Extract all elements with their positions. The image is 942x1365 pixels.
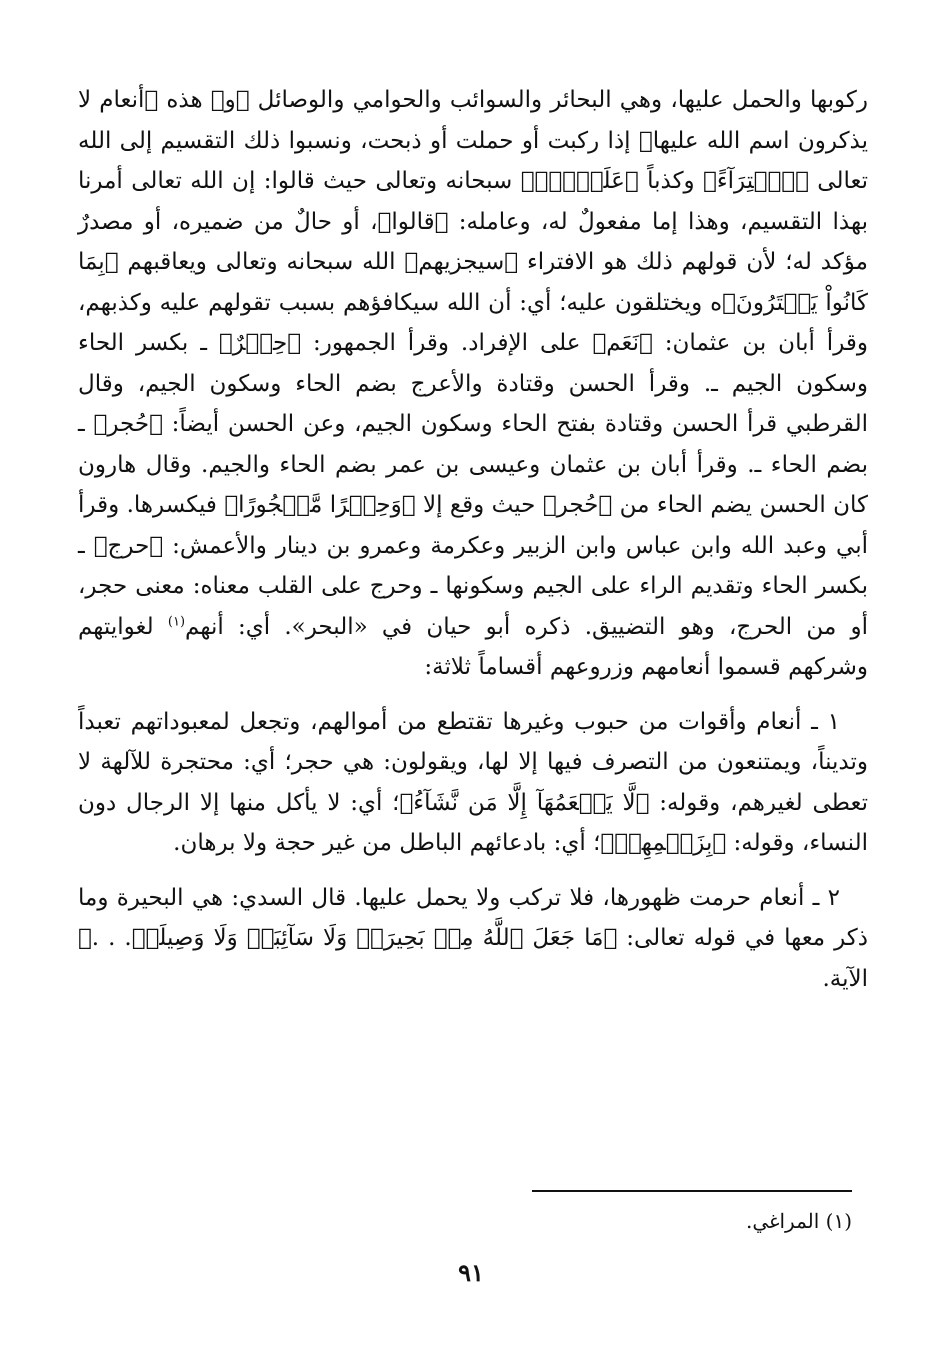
main-text — [78, 80, 868, 999]
paragraph-1-text: ركوبها والحمل عليها، وهي البحائر والسوائب والحوامي والوصائل ﴿و﴾ هذه ﴿أنعام لا يذكرون اسم الله عليها﴾ إذا ركبت أو حملت أو ذبحت، ونسبوا ذلك التقسيم إلى الله تعالى ﴿ٱفۡتِرَآءً﴾ وكذباً ﴿عَلَيۡهِۚ﴾ سبحانه وتعالى حيث قالوا: إن الله تعالى أمرنا بهذا التقسيم، وهذا إما مفعولٌ له، وعامله: ﴿قالوا﴾، أو حالٌ من ضميره، أو مصدرٌ مؤكد له؛ لأن قولهم ذلك هو الافتراء ﴿سيجزيهم﴾ الله سبحانه وتعالى ويعاقبهم ﴿بِمَا كَانُواْ يَفۡتَرُونَ﴾ه ويختلقون عليه؛ أي: أن الله سيكافؤهم بسبب تقولهم عليه وكذبهم، وقرأ أبان بن عثمان: ﴿نَعَم﴾ على الإفراد. وقرأ الجمهور: ﴿حِجۡرٌ﴾ ـ بكسر الحاء وسكون الجيم ـ. وقرأ الحسن وقتادة والأعرج بضم الحاء وسكون الجيم، وقال القرطبي قرأ الحسن وقتادة بفتح الحاء وسكون الجيم، وعن الحسن أيضاً: ﴿حُجر﴾ ـ بضم الحاء ـ. وقرأ أبان بن عثمان وعيسى بن عمر بضم الحاء والجيم. وقال هارون كان الحسن يضم الحاء من ﴿حُجر﴾ حيث وقع إلا ﴿وَحِجۡرًا مَّحۡجُورًا﴾ فيكسرها. وقرأ أبي وعبد الله وابن عباس وابن الزبير وعكرمة وعمرو بن دينار والأعمش: ﴿حرج﴾ ـ بكسر الحاء وتقديم الراء على الجيم وسكونها ـ وحرج على القلب معناه: معنى حجر، أو من الحرج، وهو التضييق. ذكره أبو حيان في «البحر». أي: أنهم — [78, 87, 868, 640]
paragraph-item-2: ٢ ـ أنعام حرمت ظهورها، فلا تركب ولا يحمل عليها. قال السدي: هي البحيرة وما ذكر معها في قوله تعالى: ﴿مَا جَعَلَ ٱللَّهُ مِنۢ بَحِيرَةٖ وَلَا سَآئِبَةٖ وَلَا وَصِيلَةٖ. . .﴾ الآية. — [78, 884, 868, 992]
paragraph-1 — [78, 80, 868, 688]
paragraph-item-1: ١ ـ أنعام وأقوات من حبوب وغيرها تقتطع من أموالهم، وتجعل لمعبوداتهم تعبداً وتديناً، ويمتنعون من التصرف فيها إلا لها، ويقولون: هي حجر؛ أي: محتجرة للآلهة لا تعطى لغيرهم، وقوله: ﴿لَّا يَطۡعَمُهَآ إِلَّا مَن نَّشَآءُ﴾؛ أي: لا يأكل منها إلا الرجال دون النساء، وقوله: ﴿بِزَعۡمِهِمۡ﴾؛ أي: بادعائهم الباطل من غير حجة ولا برهان. — [78, 708, 868, 856]
paragraph-1-tail: لغوايتهم وشركهم قسموا أنعامهم وزروعهم أقساماً ثلاثة: — [78, 613, 868, 680]
footnote-reference: (١) — [167, 613, 186, 629]
footnote: (١) المراغي. — [745, 1209, 852, 1233]
footnote-divider — [532, 1190, 852, 1192]
page-number: ٩١ — [458, 1258, 484, 1287]
